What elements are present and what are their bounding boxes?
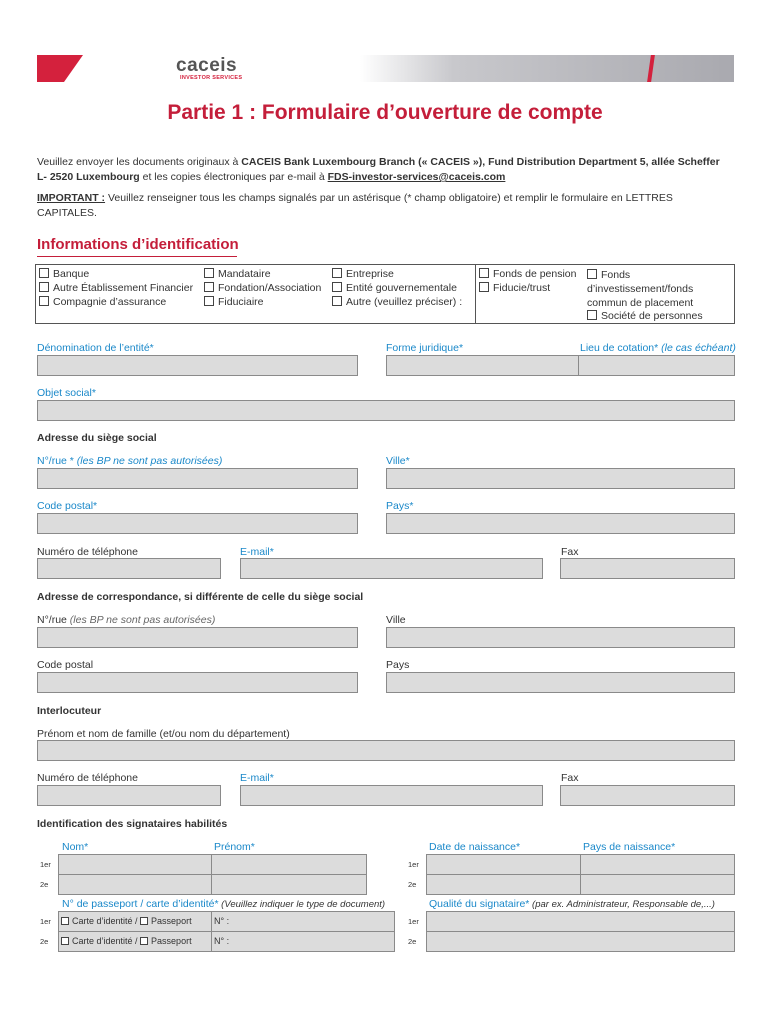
label-sig-nom: Nom*	[62, 841, 89, 853]
label-inter-fax: Fax	[561, 772, 579, 784]
option-fonds-pension[interactable]: Fonds de pension	[479, 268, 576, 280]
input-inter-email[interactable]	[240, 785, 543, 806]
checkbox[interactable]	[332, 268, 342, 278]
input-pays[interactable]	[386, 513, 735, 534]
doc-choice-2[interactable]: Carte d’identité / Passeport	[61, 936, 192, 946]
doc-num-label-2: N° :	[214, 936, 230, 946]
label-sig-pays: Pays de naissance*	[583, 841, 676, 853]
row-2-qualite-label: 2e	[408, 937, 417, 946]
label-inter-nom: Prénom et nom de famille (et/ou nom du département)	[37, 728, 290, 740]
row-1-label-right: 1er	[408, 860, 419, 869]
label-forme-juridique: Forme juridique*	[386, 342, 464, 354]
section-correspondance: Adresse de correspondance, si différente de celle du siège social	[37, 591, 364, 603]
checkbox[interactable]	[587, 269, 597, 279]
checkbox[interactable]	[140, 917, 148, 925]
input-corr-rue[interactable]	[37, 627, 358, 648]
intro-text-2: et les copies électroniques par e-mail à	[139, 171, 328, 183]
input-inter-telephone[interactable]	[37, 785, 221, 806]
input-code-postal[interactable]	[37, 513, 358, 534]
label-sig-date: Date de naissance*	[429, 841, 521, 853]
row-1-label: 1er	[40, 860, 51, 869]
input-objet-social[interactable]	[37, 400, 735, 421]
option-autre-etablissement[interactable]: Autre Établissement Financier	[39, 282, 193, 294]
section-signataires: Identification des signataires habilités	[37, 818, 228, 830]
checkbox[interactable]	[204, 268, 214, 278]
label-rue: N°/rue * (les BP ne sont pas autorisées)	[37, 455, 223, 467]
input-sig2-prenom[interactable]	[211, 874, 367, 895]
input-ville[interactable]	[386, 468, 735, 489]
input-fax[interactable]	[560, 558, 735, 579]
input-doc-num-2[interactable]	[211, 931, 395, 952]
input-sig2-date[interactable]	[426, 874, 581, 895]
label-lieu-cotation: Lieu de cotation* (le cas échéant)	[580, 342, 736, 354]
option-compagnie-assurance[interactable]: Compagnie d’assurance	[39, 296, 166, 308]
label-denomination: Dénomination de l’entité*	[37, 342, 154, 354]
label-ville: Ville*	[386, 455, 410, 467]
label-passport: N° de passeport / carte d’identité* (Veuillez indiquer le type de document)	[62, 898, 386, 910]
section-heading: Informations d’identification	[37, 236, 239, 253]
header-grey-bar	[360, 55, 734, 82]
label-objet-social: Objet social*	[37, 387, 96, 399]
option-fiducie-trust[interactable]: Fiducie/trust	[479, 282, 550, 294]
important-text-2: CAPITALES.	[37, 207, 97, 219]
label-email: E-mail*	[240, 546, 274, 558]
input-sig2-nom[interactable]	[58, 874, 212, 895]
checkbox[interactable]	[332, 296, 342, 306]
checkbox[interactable]	[39, 282, 49, 292]
label-qualite: Qualité du signataire* (par ex. Administrateur, Responsable de,...)	[429, 898, 715, 910]
label-corr-pays: Pays	[386, 659, 410, 671]
row-1-qualite-label: 1er	[408, 917, 419, 926]
checkbox[interactable]	[61, 917, 69, 925]
checkbox[interactable]	[39, 268, 49, 278]
header-red-notch	[64, 55, 83, 82]
label-sig-prenom: Prénom*	[214, 841, 255, 853]
label-inter-email: E-mail*	[240, 772, 274, 784]
option-fiduciaire[interactable]: Fiduciaire	[204, 296, 264, 308]
checkbox[interactable]	[204, 296, 214, 306]
checkbox[interactable]	[479, 282, 489, 292]
option-societe-personnes[interactable]: Société de personnes	[587, 310, 703, 322]
input-corr-pays[interactable]	[386, 672, 735, 693]
intro-paragraph	[37, 155, 737, 185]
intro-city: L- 2520 Luxembourg	[37, 171, 140, 183]
checkbox[interactable]	[332, 282, 342, 292]
checkbox[interactable]	[39, 296, 49, 306]
label-corr-rue: N°/rue (les BP ne sont pas autorisées)	[37, 614, 216, 626]
input-corr-code-postal[interactable]	[37, 672, 358, 693]
input-sig1-pays[interactable]	[580, 854, 735, 875]
input-corr-ville[interactable]	[386, 627, 735, 648]
label-corr-code-postal: Code postal	[37, 659, 94, 671]
logo-text: caceis	[176, 55, 238, 76]
input-lieu-cotation[interactable]	[578, 355, 735, 376]
input-telephone[interactable]	[37, 558, 221, 579]
section-heading-rule	[37, 256, 237, 257]
option-banque[interactable]: Banque	[39, 268, 89, 280]
option-fonds-investissement[interactable]: Fonds d’investissement/fonds commun de placement	[587, 269, 694, 309]
intro-address: CACEIS Bank Luxembourg Branch (« CACEIS »), Fund Distribution Department 5, allée Scheffer	[241, 156, 720, 168]
logo-subtext: INVESTOR SERVICES	[180, 75, 243, 81]
page-title: Partie 1 : Formulaire d’ouverture de compte	[167, 101, 603, 124]
label-telephone: Numéro de téléphone	[37, 546, 138, 558]
input-sig1-prenom[interactable]	[211, 854, 367, 875]
option-entite-gouv[interactable]: Entité gouvernementale	[332, 282, 457, 294]
row-1-doc-label: 1er	[40, 917, 51, 926]
input-sig1-nom[interactable]	[58, 854, 212, 875]
option-mandataire[interactable]: Mandataire	[204, 268, 271, 280]
checkbox[interactable]	[587, 310, 597, 320]
input-sig2-pays[interactable]	[580, 874, 735, 895]
important-text: Veuillez renseigner tous les champs signalés par un astérisque (* champ obligatoire) et remplir le formulaire en LETTRES	[105, 192, 673, 204]
input-rue[interactable]	[37, 468, 358, 489]
input-inter-fax[interactable]	[560, 785, 735, 806]
doc-choice-1[interactable]: Carte d’identité / Passeport	[61, 916, 192, 926]
option-autre[interactable]: Autre (veuillez préciser) :	[332, 296, 462, 308]
label-code-postal: Code postal*	[37, 500, 98, 512]
input-doc-num-1[interactable]	[211, 911, 395, 932]
label-pays: Pays*	[386, 500, 414, 512]
input-denomination[interactable]	[37, 355, 358, 376]
input-forme-juridique[interactable]	[386, 355, 583, 376]
section-siege-social: Adresse du siège social	[37, 432, 157, 444]
intro-text-1: Veuillez envoyer les documents originaux à	[37, 156, 242, 168]
intro-email-link[interactable]: FDS-investor-services@caceis.com	[327, 171, 506, 183]
doc-num-label-1: N° :	[214, 916, 230, 926]
input-inter-nom[interactable]	[37, 740, 735, 761]
important-label: IMPORTANT :	[37, 192, 106, 204]
option-fondation[interactable]: Fondation/Association	[204, 282, 321, 294]
checkbox[interactable]	[204, 282, 214, 292]
label-corr-ville: Ville	[386, 614, 406, 626]
label-inter-telephone: Numéro de téléphone	[37, 772, 138, 784]
row-2-label: 2e	[40, 880, 49, 889]
checkbox[interactable]	[140, 937, 148, 945]
input-sig1-date[interactable]	[426, 854, 581, 875]
checkbox[interactable]	[479, 268, 489, 278]
entity-type-divider	[475, 264, 476, 324]
checkbox[interactable]	[61, 937, 69, 945]
section-interlocuteur: Interlocuteur	[37, 705, 102, 717]
input-email[interactable]	[240, 558, 543, 579]
row-2-doc-label: 2e	[40, 937, 49, 946]
option-entreprise[interactable]: Entreprise	[332, 268, 394, 280]
row-2-label-right: 2e	[408, 880, 417, 889]
caceis-logo	[176, 56, 242, 81]
important-note	[37, 191, 737, 221]
label-fax: Fax	[561, 546, 579, 558]
input-qualite-2[interactable]	[426, 931, 735, 952]
input-qualite-1[interactable]	[426, 911, 735, 932]
